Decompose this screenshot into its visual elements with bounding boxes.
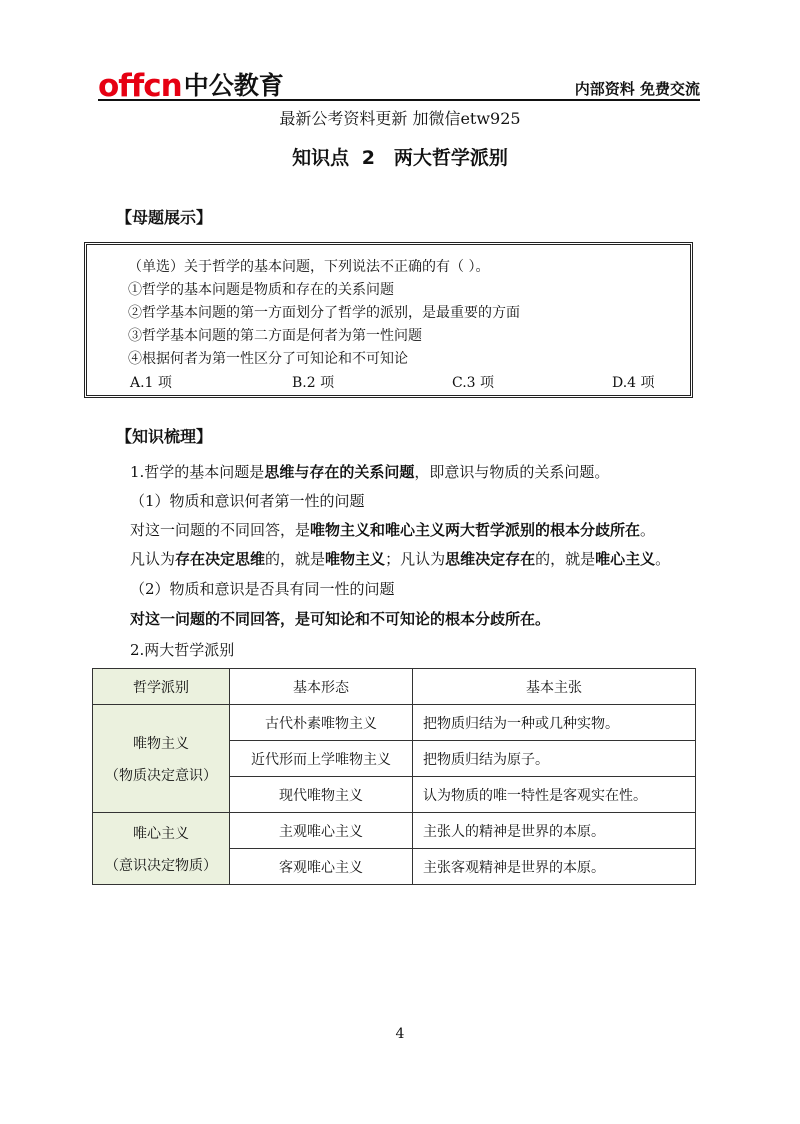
table-header-cell: 基本形态 [230,669,413,705]
bold-text-run: 唯物主义 [325,550,386,568]
watermark-text: 最新公考资料更新 加微信etw925 [279,109,521,128]
text-run: 。 [655,550,671,568]
option-c: C.3 项 [452,375,495,391]
form-cell: 主观唯心主义 [230,813,413,849]
offcn-logo [98,68,284,102]
option-d: D.4 项 [612,375,655,391]
question-section-heading: 【母题展示】 [116,208,213,227]
question-statement: ③哲学基本问题的第二方面是何者为第一性问题 [128,328,422,344]
idealism-cell [93,813,230,885]
text-run: 对这一问题的不同回答，是 [130,521,311,539]
claim-cell: 把物质归结为原子。 [413,741,696,777]
bold-text-run: 对这一问题的不同回答，是 [130,610,311,628]
bold-text-run: 存在决定思维 [175,550,266,568]
header-right-label: 内部资料 免费交流 [574,80,700,98]
school-note: （物质决定意识） [105,767,217,784]
text-run: 1.哲学的基本问题是 [130,463,265,481]
claim-cell: 主张客观精神是世界的本原。 [413,849,696,885]
knowledge-paragraph-1 [130,461,609,483]
form-cell: 客观唯心主义 [230,849,413,885]
question-statement: ①哲学的基本问题是物质和存在的关系问题 [128,282,394,298]
table-header-row [93,669,696,705]
table-row [93,813,696,849]
bold-text-run: 。 [535,610,551,628]
knowledge-paragraph-6 [130,608,550,630]
table-row [93,705,696,741]
question-statement: ②哲学基本问题的第一方面划分了哲学的派别，是最重要的方面 [128,305,520,321]
claim-cell: 主张人的精神是世界的本原。 [413,813,696,849]
table-header-cell: 基本主张 [413,669,696,705]
knowledge-paragraph-3 [130,519,655,541]
text-run: ，即意识与物质的关系问题。 [414,463,610,481]
text-run: 。 [640,521,656,539]
bold-text-run: 唯心主义 [595,550,656,568]
knowledge-paragraph-4 [130,548,670,570]
text-run: 的，就是 [535,550,596,568]
bold-text-run: 思维与存在的关系问题 [264,463,415,481]
bold-text-run: 可知论和不可知论的根本分歧所在 [310,610,536,628]
claim-cell: 认为物质的唯一特性是客观实在性。 [413,777,696,813]
bold-text-run: 唯物主义和唯心主义两大哲学派别的根本分歧所在 [310,521,641,539]
materialism-cell [93,705,230,813]
knowledge-section-heading: 【知识梳理】 [116,427,213,446]
option-b: B.2 项 [292,375,335,391]
question-statement: ④根据何者为第一性区分了可知论和不可知论 [128,351,408,367]
option-a: A.1 项 [130,375,172,391]
philosophy-schools-table [92,668,696,885]
form-cell: 现代唯物主义 [230,777,413,813]
header-divider [98,99,700,101]
knowledge-paragraph-2: （1）物质和意识何者第一性的问题 [130,492,365,510]
knowledge-paragraph-5: （2）物质和意识是否具有同一性的问题 [130,580,395,598]
page-number: 4 [395,1026,405,1042]
text-run: 凡认为 [130,550,176,568]
logo-latin: offcn [98,68,182,104]
page-title: 知识点 2 两大哲学派别 [292,147,508,169]
claim-cell: 把物质归结为一种或几种实物。 [413,705,696,741]
school-name: 唯物主义 [133,735,189,752]
form-cell: 古代朴素唯物主义 [230,705,413,741]
form-cell: 近代形而上学唯物主义 [230,741,413,777]
logo-chinese: 中公教育 [183,71,284,100]
question-stem: （单选）关于哲学的基本问题，下列说法不正确的有（ ）。 [128,259,490,275]
school-name: 唯心主义 [133,825,189,842]
text-run: ；凡认为 [385,550,446,568]
table-header-cell: 哲学派别 [93,669,230,705]
school-note: （意识决定物质） [105,857,217,874]
text-run: 的，就是 [265,550,326,568]
knowledge-paragraph-7: 2.两大哲学派别 [130,641,235,659]
bold-text-run: 思维决定存在 [445,550,536,568]
